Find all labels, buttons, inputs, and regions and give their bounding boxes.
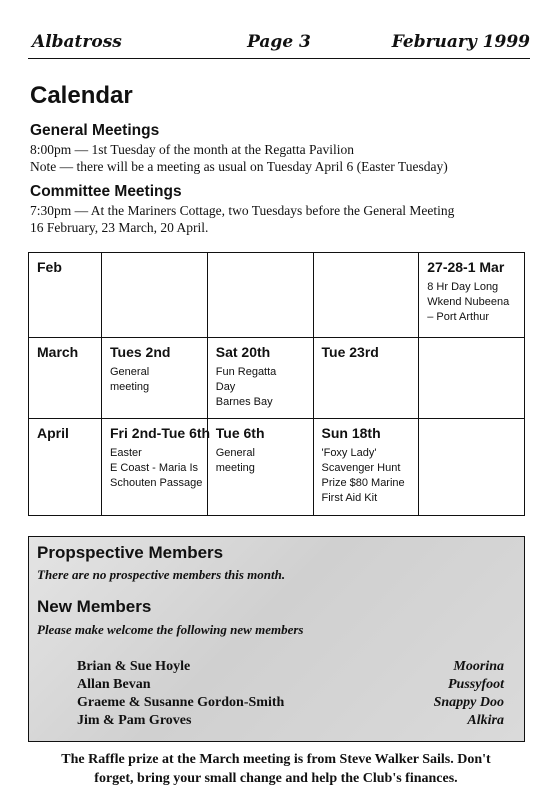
prospective-members-text: There are no prospective members this month. — [37, 567, 286, 582]
event-cell — [102, 419, 211, 516]
event-details — [216, 446, 307, 476]
month-cell — [29, 338, 102, 419]
general-meetings-line: 8:00pm — 1st Tuesday of the month at the Regatta Pavilion — [30, 142, 354, 157]
month-cell — [29, 419, 102, 516]
event-details — [322, 446, 413, 506]
event-detail-line: Barnes Bay — [215, 396, 273, 408]
member-name: Jim & Pam Groves — [77, 713, 192, 728]
month-label: Feb — [37, 259, 62, 275]
page-number: Page 3 — [247, 32, 311, 52]
event-cell — [313, 338, 419, 419]
event-details — [427, 280, 518, 325]
newsletter-name: Albatross — [32, 32, 122, 52]
boat-name: Pussyfoot — [448, 677, 504, 692]
month-label: April — [37, 425, 69, 441]
event-detail-line: First Aid Kit — [321, 492, 378, 504]
calendar-table — [28, 252, 525, 516]
committee-meetings-heading: Committee Meetings — [30, 183, 182, 200]
list-item — [77, 659, 504, 677]
event-detail-line: General — [110, 366, 150, 378]
prospective-members-heading: Propspective Members — [37, 543, 224, 562]
member-name: Allan Bevan — [77, 677, 151, 692]
list-item — [77, 713, 504, 731]
event-details — [216, 365, 307, 410]
page-title: Calendar — [30, 82, 133, 109]
committee-meetings-line: 16 February, 23 March, 20 April. — [30, 220, 209, 235]
event-details — [110, 446, 201, 491]
event-cell — [102, 338, 208, 419]
new-members-text: Please make welcome the following new members — [37, 622, 304, 637]
boat-name: Moorina — [453, 659, 504, 674]
event-detail-line: Scavenger Hunt — [321, 462, 401, 474]
members-list — [77, 659, 504, 731]
month-cell — [29, 253, 102, 338]
list-item — [77, 677, 504, 695]
event-detail-line: E Coast - Maria Is — [110, 462, 199, 474]
raffle-notice-line: forget, bring your small change and help the Club's finances. — [94, 771, 458, 786]
boat-name: Snappy Doo — [433, 695, 504, 710]
event-detail-line: – Port Arthur — [427, 311, 490, 323]
committee-meetings-line: 7:30pm — At the Mariners Cottage, two Tuesdays before the General Meeting — [30, 203, 455, 218]
table-row — [29, 253, 525, 338]
event-detail-line: Fun Regatta — [215, 366, 277, 378]
event-detail-line: Easter — [110, 447, 142, 459]
event-detail-line: meeting — [110, 381, 150, 393]
general-meetings-heading: General Meetings — [30, 122, 160, 139]
event-cell — [419, 419, 525, 516]
table-row — [29, 419, 525, 516]
event-detail-line: Prize $80 Marine — [321, 477, 405, 489]
members-box — [28, 536, 525, 742]
event-date: Sun 18th — [321, 425, 381, 441]
event-cell — [207, 419, 313, 516]
new-members-heading: New Members — [37, 597, 152, 616]
committee-meetings-section — [30, 183, 530, 236]
issue-date: February 1999 — [391, 32, 530, 52]
event-details — [110, 365, 201, 395]
general-meetings-line: Note — there will be a meeting as usual on Tuesday April 6 (Easter Tuesday) — [30, 159, 448, 174]
event-cell — [419, 338, 525, 419]
boat-name: Alkira — [467, 713, 504, 728]
event-detail-line: Wkend Nubeena — [427, 296, 510, 308]
event-cell — [313, 419, 419, 516]
event-detail-line: Day — [215, 381, 236, 393]
month-label: March — [37, 344, 79, 360]
event-detail-line: General — [215, 447, 255, 459]
event-date: Tue 23rd — [321, 344, 379, 360]
event-cell — [207, 338, 313, 419]
event-date: Tues 2nd — [110, 344, 171, 360]
event-date: Sat 20th — [215, 344, 271, 360]
table-row — [29, 338, 525, 419]
event-detail-line: 8 Hr Day Long — [427, 281, 499, 293]
event-cell — [102, 253, 208, 338]
event-date: 27-28-1 Mar — [427, 259, 505, 275]
member-name: Brian & Sue Hoyle — [77, 659, 191, 674]
event-detail-line: meeting — [215, 462, 255, 474]
event-detail-line: 'Foxy Lady' — [321, 447, 377, 459]
event-date: Tue 6th — [215, 425, 265, 441]
raffle-notice — [20, 750, 532, 788]
member-name: Graeme & Susanne Gordon-Smith — [77, 695, 285, 710]
general-meetings-section — [30, 122, 530, 175]
event-cell — [419, 253, 525, 338]
event-cell — [207, 253, 313, 338]
event-date: Fri 2nd-Tue 6th — [110, 425, 211, 441]
event-cell — [313, 253, 419, 338]
list-item — [77, 695, 504, 713]
event-detail-line: Schouten Passage — [110, 477, 203, 489]
page-header — [28, 28, 530, 59]
raffle-notice-line: The Raffle prize at the March meeting is from Steve Walker Sails. Don't — [61, 752, 491, 767]
